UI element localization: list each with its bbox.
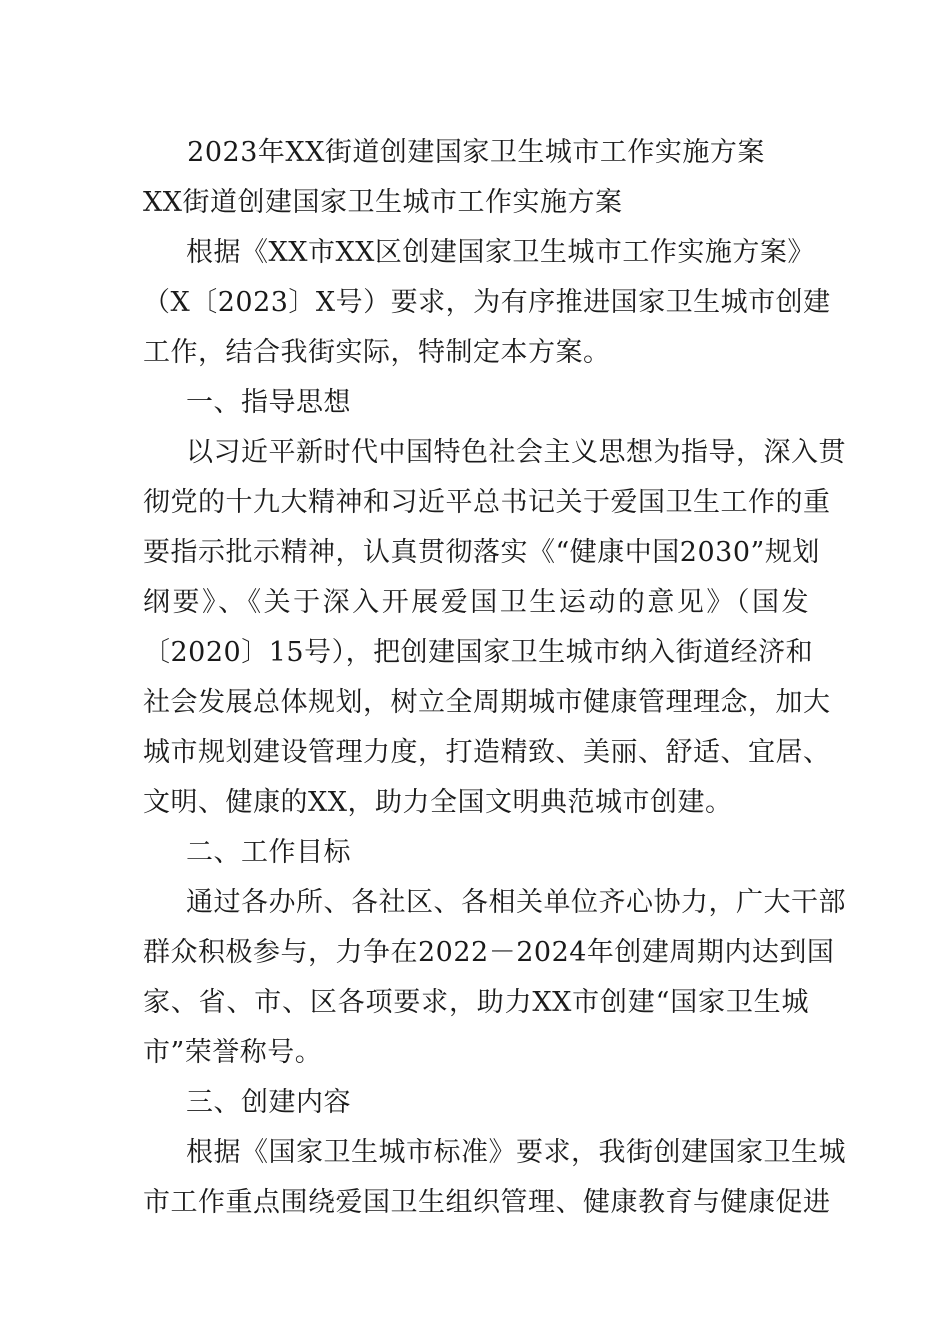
paragraph-line: 以习近平新时代中国特色社会主义思想为指导，深入贯 <box>186 437 846 468</box>
paragraph-line: 通过各办所、各社区、各相关单位齐心协力，广大干部 <box>186 887 846 918</box>
paragraph-line: 文明、健康的XX，助力全国文明典范城市创建。 <box>143 787 733 818</box>
document-title: 2023年XX街道创建国家卫生城市工作实施方案 <box>187 137 765 168</box>
document-subtitle: XX街道创建国家卫生城市工作实施方案 <box>143 187 623 218</box>
paragraph-line: 群众积极参与，力争在2022－2024年创建周期内达到国 <box>143 937 835 968</box>
paragraph-line: 纲要》、《关于深入开展爱国卫生运动的意见》（国发 <box>143 587 809 618</box>
paragraph-line: 家、省、市、区各项要求，助力XX市创建“国家卫生城 <box>143 987 809 1018</box>
paragraph-line: 市工作重点围绕爱国卫生组织管理、健康教育与健康促进 <box>143 1187 831 1218</box>
paragraph-line: 根据《国家卫生城市标准》要求，我街创建国家卫生城 <box>186 1137 846 1168</box>
document-body <box>143 128 846 1228</box>
paragraph-line: 根据《XX市XX区创建国家卫生城市工作实施方案》 <box>186 237 815 268</box>
paragraph-line: 工作，结合我街实际，特制定本方案。 <box>143 337 611 368</box>
paragraph-line: 要指示批示精神，认真贯彻落实《“健康中国2030”规划 <box>143 537 820 568</box>
section-heading: 三、创建内容 <box>186 1087 351 1118</box>
section-heading: 一、指导思想 <box>186 387 351 418</box>
paragraph-line: （X〔2023〕X号）要求，为有序推进国家卫生城市创建 <box>143 287 831 318</box>
paragraph-line: 城市规划建设管理力度，打造精致、美丽、舒适、宜居、 <box>143 737 831 768</box>
paragraph-line: 市”荣誉称号。 <box>143 1037 323 1068</box>
section-heading: 二、工作目标 <box>186 837 351 868</box>
paragraph-line: 〔2020〕15号），把创建国家卫生城市纳入街道经济和 <box>143 637 814 668</box>
paragraph-line: 彻党的十九大精神和习近平总书记关于爱国卫生工作的重 <box>143 487 831 518</box>
paragraph-line: 社会发展总体规划，树立全周期城市健康管理理念，加大 <box>143 687 831 718</box>
